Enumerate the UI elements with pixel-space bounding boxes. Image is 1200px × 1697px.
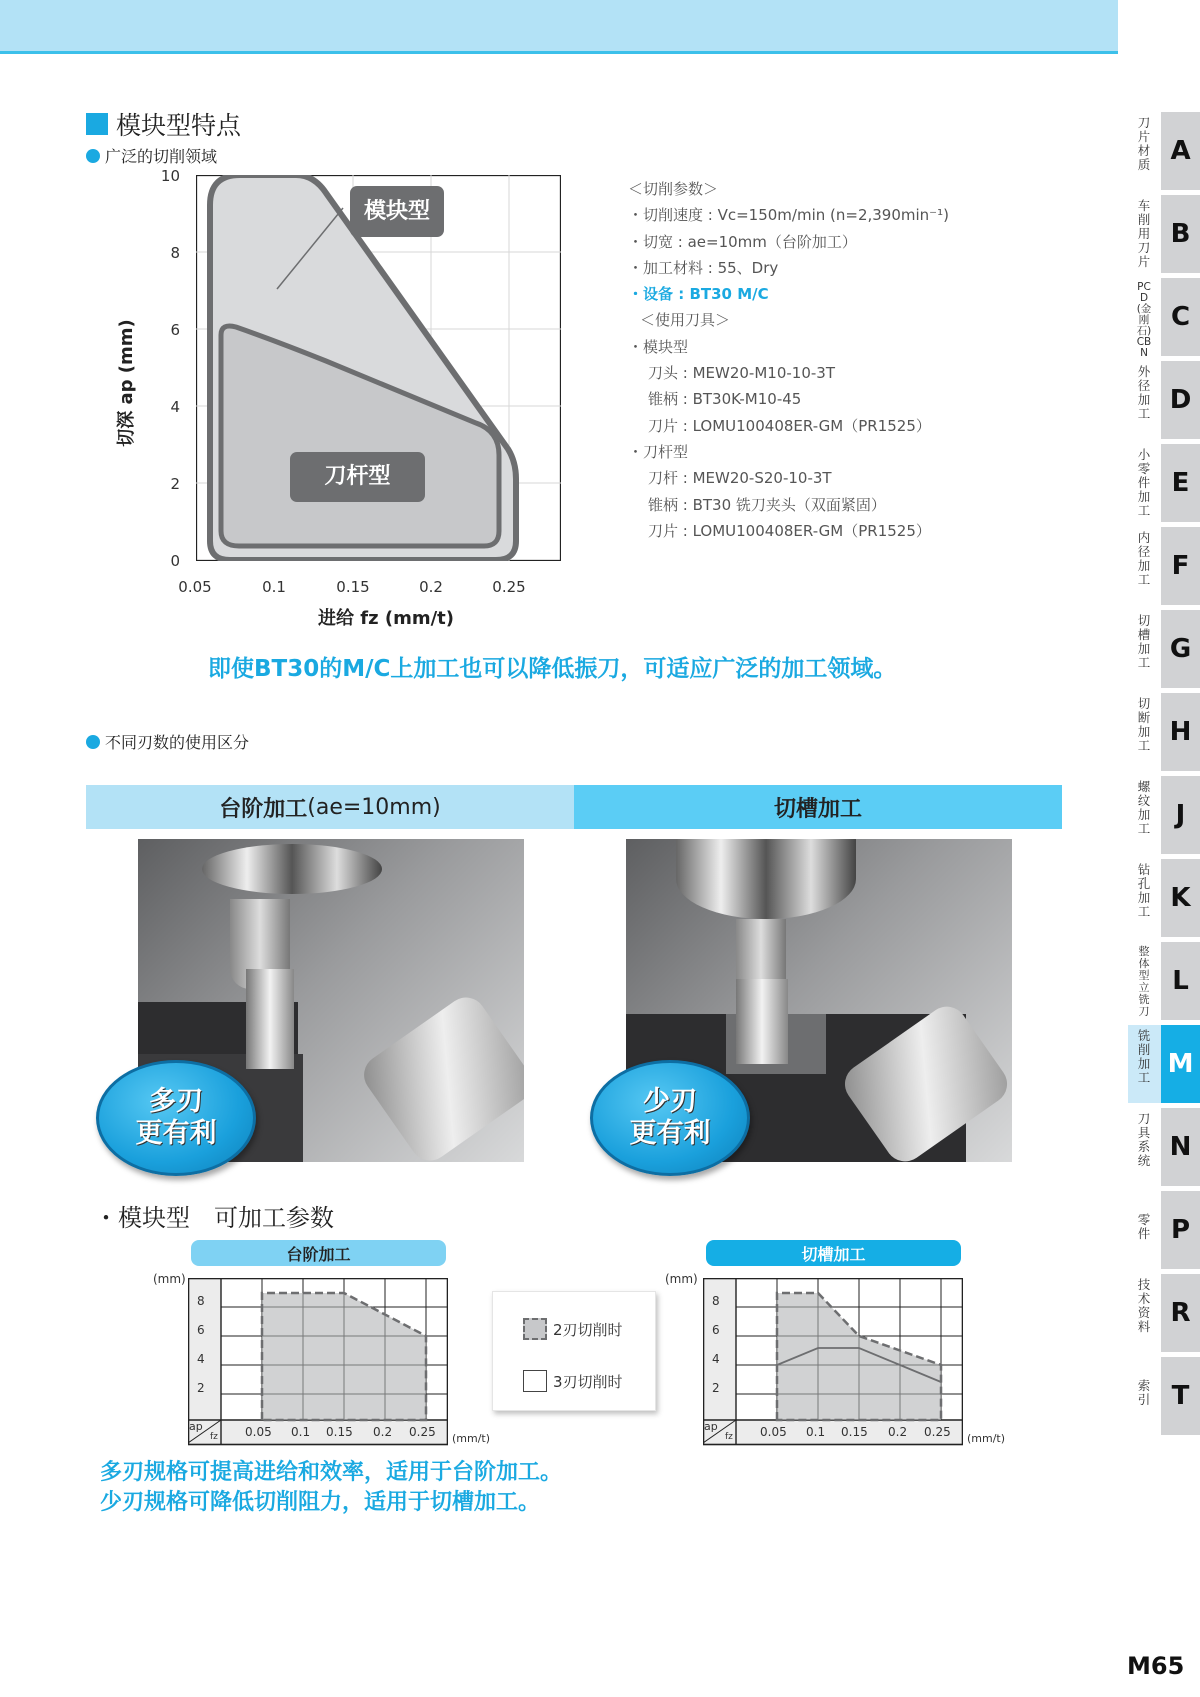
modular-head-image: [356, 990, 524, 1162]
subsection-range: 广泛的切削领域: [86, 144, 217, 167]
shank-title: ・刀杆型: [628, 442, 689, 461]
modular-title: ・模块型: [628, 337, 689, 356]
param-speed: ・切削速度 : Vc=150m/min (n=2,390min⁻¹): [628, 206, 949, 225]
spindle-flange: [676, 839, 856, 919]
more-flutes-badge: 多刃 更有利: [96, 1060, 256, 1176]
y-tick: 10: [160, 167, 180, 185]
shank-tag: 刀杆型: [290, 452, 425, 502]
tools-title: ＜使用刀具＞: [640, 311, 731, 330]
x-axis-label: 进给 fz (mm/t): [318, 608, 454, 629]
modular-tag: 模块型: [350, 186, 444, 237]
tab-N[interactable]: 刀具系统 N: [1128, 1108, 1200, 1186]
spindle-flange: [202, 844, 382, 894]
x-tick: 0.2: [419, 578, 443, 596]
x-tick: 0.05: [178, 578, 212, 596]
tab-M[interactable]: 铣削加工 M: [1128, 1025, 1200, 1103]
tab-E[interactable]: 小零件加工 E: [1128, 444, 1200, 522]
cutting-range-chart: [0, 0, 600, 640]
param-machine: ・设备 : BT30 M/C: [628, 285, 769, 304]
page-number: M65: [1127, 1652, 1185, 1680]
tab-D[interactable]: 外径加工 D: [1128, 361, 1200, 439]
fewer-flutes-badge: 少刃 更有利: [590, 1060, 750, 1176]
tab-B[interactable]: 车削用刀片 B: [1128, 195, 1200, 273]
cutting-params: [628, 176, 949, 544]
y-tick: 0: [170, 552, 180, 570]
params-section-title: ・模块型 可加工参数: [94, 1204, 334, 1232]
tab-F[interactable]: 内径加工 F: [1128, 527, 1200, 605]
legend: [492, 1291, 656, 1411]
param-width: ・切宽 : ae=10mm（台阶加工）: [628, 232, 857, 251]
tab-H[interactable]: 切断加工 H: [1128, 693, 1200, 771]
section-title: 模块型特点: [86, 106, 241, 142]
modular-insert: 刀片 : LOMU100408ER-GM（PR1525）: [648, 416, 931, 435]
cutter-head: [246, 969, 294, 1069]
legend-two-flute: 2刃切削时: [523, 1318, 623, 1340]
conclusion: 多刃规格可提高进给和效率，适用于台阶加工。 少刃规格可降低切削阻力，适用于切槽加工。: [100, 1460, 563, 1515]
slot-params-chart: (mm) 8 6 4 2 ap fz 0.05 0.1 0.15 0.2 0.25 (mm/t): [665, 1272, 1006, 1445]
modular-head: 刀头 : MEW20-M10-10-3T: [648, 364, 835, 383]
step-machining-header: 台阶加工 (ae=10mm): [86, 785, 574, 829]
tab-P[interactable]: 零件 P: [1128, 1191, 1200, 1269]
tab-J[interactable]: 螺纹加工 J: [1128, 776, 1200, 854]
dashed-swatch-icon: [523, 1318, 547, 1340]
legend-three-flute: 3刃切削时: [523, 1370, 623, 1392]
tab-K[interactable]: 钻孔加工 K: [1128, 859, 1200, 937]
shank-arbor: 锥柄 : BT30 铣刀夹头（双面紧固）: [648, 495, 886, 514]
step-params-chart: (mm) 8 6 4 2 ap fz 0.05 0.1 0.15 0.2 0.25 (mm/t): [153, 1272, 491, 1445]
tab-T[interactable]: 索引 T: [1128, 1357, 1200, 1435]
shank-holder: 刀杆 : MEW20-S20-10-3T: [648, 469, 832, 488]
y-tick: 6: [170, 321, 180, 339]
tab-C[interactable]: PCD(金刚石)CBN C: [1128, 278, 1200, 356]
tab-L[interactable]: 整体型立铣刀 L: [1128, 942, 1200, 1020]
modular-arbor: 锥柄 : BT30K-M10-45: [648, 390, 802, 409]
tab-R[interactable]: 技术资料 R: [1128, 1274, 1200, 1352]
x-tick: 0.25: [492, 578, 526, 596]
circle-bullet-icon: [86, 735, 100, 749]
tab-G[interactable]: 切槽加工 G: [1128, 610, 1200, 688]
cutter-head: [736, 979, 788, 1064]
params-title: ＜切削参数＞: [628, 180, 719, 198]
step-chart-title: 台阶加工: [191, 1240, 446, 1266]
shank-insert: 刀片 : LOMU100408ER-GM（PR1525）: [648, 521, 931, 540]
y-tick: 2: [170, 475, 180, 493]
x-tick: 0.1: [262, 578, 286, 596]
y-axis-label: 切深 ap (mm): [116, 319, 137, 447]
tab-A[interactable]: 刀片材质 A: [1128, 112, 1200, 190]
slot-machining-header: 切槽加工: [574, 785, 1062, 829]
two-flute-area: [262, 1293, 426, 1420]
slot-chart-title: 切槽加工: [706, 1240, 961, 1266]
solid-swatch-icon: [523, 1370, 547, 1392]
y-tick: 8: [170, 244, 180, 262]
x-tick: 0.15: [336, 578, 370, 596]
y-tick: 4: [170, 398, 180, 416]
headline: 即使BT30的M/C上加工也可以降低振刀，可适应广泛的加工领域。: [208, 656, 897, 682]
param-material: ・加工材料 : 55、Dry: [628, 258, 779, 277]
subsection-flutes: 不同刃数的使用区分: [86, 730, 249, 753]
